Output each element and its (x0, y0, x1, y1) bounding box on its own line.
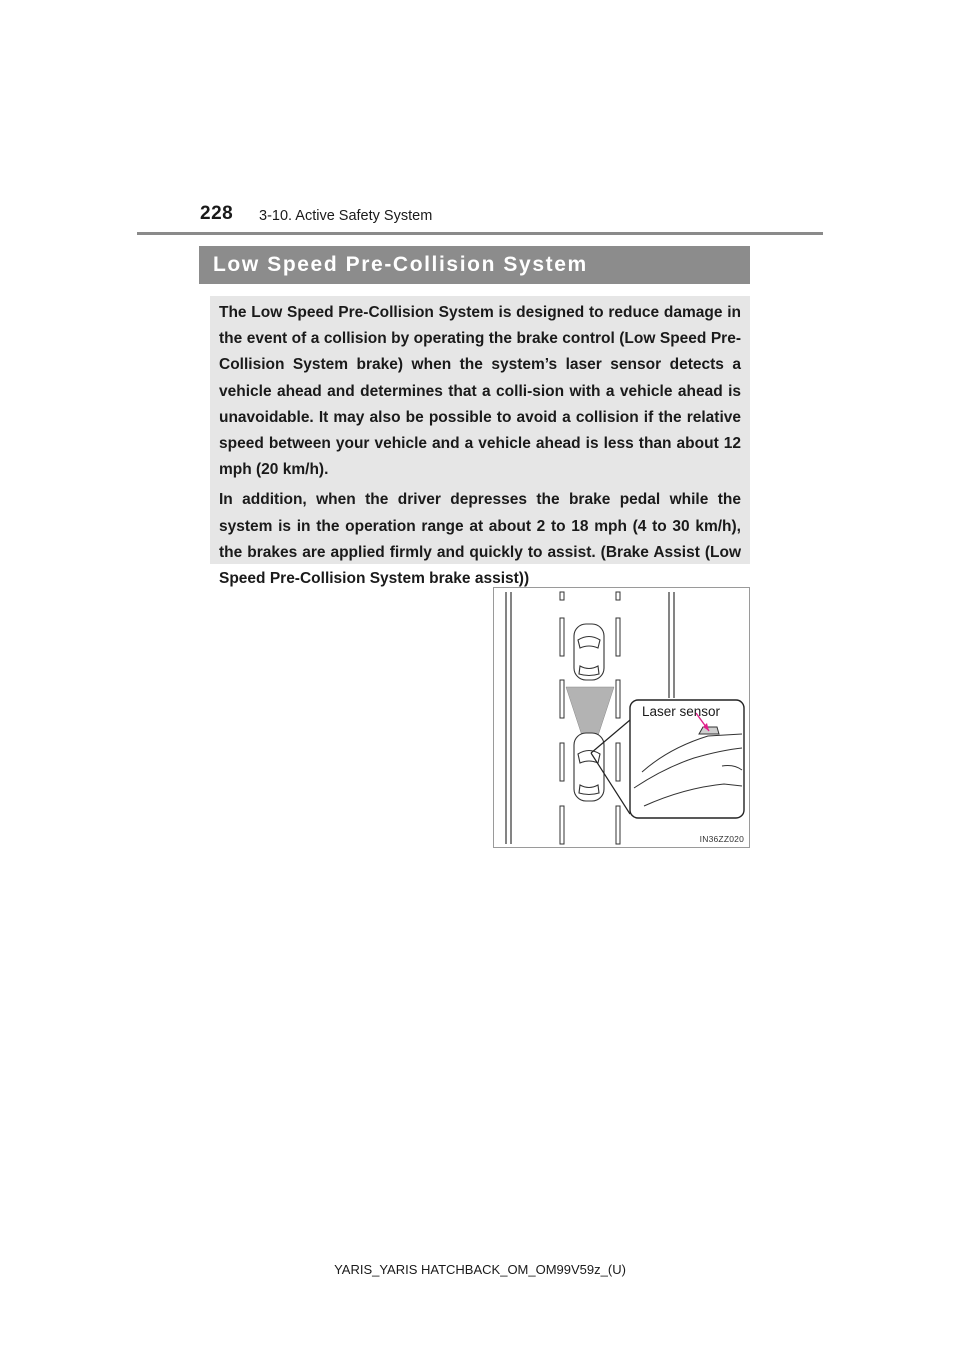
intro-paragraph-2: In addition, when the driver depresses the brake pedal while the system is in the operation range at about 2 to 18 mph (4 to 30 km/h), the brakes are applied firmly and quickly to assist. (Brake Assist (Low Speed Pre-Collision System brake assist)) (219, 491, 741, 588)
heading-bar (199, 246, 750, 284)
section-title: 3-10. Active Safety System (259, 208, 433, 224)
page-heading: Low Speed Pre-Collision System (213, 253, 588, 276)
header-rule (137, 232, 823, 235)
illustration-code: IN36ZZ020 (699, 834, 744, 844)
laser-sensor-illustration (493, 587, 750, 848)
callout-label: Laser sensor (642, 704, 721, 719)
page-number: 228 (200, 203, 234, 224)
intro-paragraph-1: The Low Speed Pre-Collision System is designed to reduce damage in the event of a collision by operating the brake control (Low Speed Pre-Collision System brake) when the system’s laser sensor detects a vehicle ahead and determines that a colli-sion with a vehicle ahead is unavoidable. It may also be possible to avoid a collision if the relative speed between your vehicle and a vehicle ahead is less than about 12 mph (20 km/h). (219, 304, 741, 479)
intro-box (210, 296, 750, 588)
footer-document-id: YARIS_YARIS HATCHBACK_OM_OM99V59z_(U) (334, 1262, 626, 1277)
